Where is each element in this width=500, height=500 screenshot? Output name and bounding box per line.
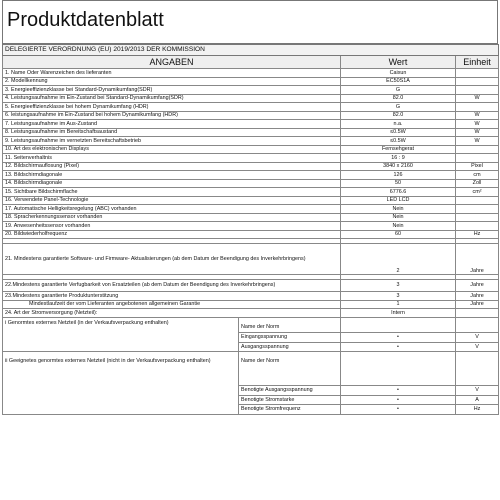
row-support-label: 23.Mindestens garantierte Produktunterstitzung	[3, 292, 341, 301]
row-value: 82.0	[341, 111, 456, 120]
table-row	[3, 188, 499, 197]
row-value: 16 : 9	[341, 154, 456, 163]
table-row	[3, 162, 499, 171]
row-power-supply-value: Intern	[341, 309, 456, 318]
psu-included-output-value: •	[341, 342, 456, 352]
row-unit: W	[456, 120, 499, 129]
psu-included-output-label: Ausgangsspannung	[239, 342, 341, 352]
row-value: G	[341, 103, 456, 112]
row-value: EC50S1A	[341, 77, 456, 86]
row-label: 9. Leistungsaufnahme im vernetzten Bereitschaftsbetrieb	[3, 137, 341, 146]
row-value: Caixun	[341, 69, 456, 78]
psu-included-input-unit: V	[456, 333, 499, 343]
table-row	[3, 94, 499, 103]
row-power-supply-unit	[456, 309, 499, 318]
psu-suitable-frequency-label: Benotigte Stromfrequenz	[239, 405, 341, 415]
psu-included-input-value: •	[341, 333, 456, 343]
row-label: 6. leistungsaufnahme im Ein-Zustand bei hohem Dynamikumfang (HDR)	[3, 111, 341, 120]
table-row	[3, 86, 499, 95]
row-unit: W	[456, 94, 499, 103]
psu-suitable-current-label: Benotigte Stromstarke	[239, 395, 341, 405]
table-row	[3, 111, 499, 120]
row-label: 8. Leistungsaufnahme im Bereitschaftsaustand	[3, 128, 341, 137]
psu-suitable-frequency-value: •	[341, 405, 456, 415]
header-wert: Wert	[341, 56, 456, 69]
row-support-value: 3	[341, 292, 456, 301]
row-label: 2. Modellkennung	[3, 77, 341, 86]
row-label: 5. Energieeffizienzklasse bei hohem Dynamikumfang (HDR)	[3, 103, 341, 112]
row-value: ≤0.5W	[341, 128, 456, 137]
row-value: Nein	[341, 205, 456, 214]
row-label: 19. Anwesenheitssensor vorhanden	[3, 222, 341, 231]
row-software-updates-value: 2	[341, 244, 456, 275]
row-label: 7. Leistungsaufnahme im Aus-Zustand	[3, 120, 341, 129]
table-row	[3, 205, 499, 214]
row-value: 3840 x 2160	[341, 162, 456, 171]
row-value: Fernsehgerat	[341, 145, 456, 154]
table-row	[3, 154, 499, 163]
row-unit	[456, 77, 499, 86]
product-data-sheet	[2, 0, 498, 498]
row-label: 16. Verwendete Panel-Technologie	[3, 196, 341, 205]
row-label: 13. Bildschirmdiagonale	[3, 171, 341, 180]
row-unit: W	[456, 128, 499, 137]
table-row	[3, 230, 499, 239]
regulation-heading: DELEGIERTE VERORDNUNG (EU) 2019/2013 DER KOMMISSION	[3, 45, 499, 56]
table-row	[3, 77, 499, 86]
row-spare-parts-value: 3	[341, 280, 456, 292]
row-label: 15. Sichtbare Bildschirmflache	[3, 188, 341, 197]
data-table	[2, 44, 499, 415]
row-label: 12. Bildschirmauflosung (Pixel)	[3, 162, 341, 171]
psu-included-output-unit: V	[456, 342, 499, 352]
row-warranty-label: Mindestlaufzeit der vom Lieferanten angebotenen allgemeinen Garantie	[3, 300, 341, 309]
table-row	[3, 171, 499, 180]
table-row	[3, 145, 499, 154]
table-row	[3, 69, 499, 78]
row-unit	[456, 69, 499, 78]
row-label: 11. Seitenverhaltnis	[3, 154, 341, 163]
table-row	[3, 120, 499, 129]
psu-suitable-current-value: •	[341, 395, 456, 405]
row-label: 4. Leistungsaufnahme im Ein-Zustand bei Standard-Dynamikumfang(SDR)	[3, 94, 341, 103]
psu-suitable-voltage-label: Benotigte Ausgangsspannung	[239, 386, 341, 396]
row-warranty-unit: Jahre	[456, 300, 499, 309]
row-unit	[456, 205, 499, 214]
psu-suitable-frequency-unit: Hz	[456, 405, 499, 415]
row-unit: cm	[456, 171, 499, 180]
row-label: 17. Automatische Helligkeitsregelung (ABC) vorhanden	[3, 205, 341, 214]
table-row	[3, 137, 499, 146]
row-unit: Zoll	[456, 179, 499, 188]
row-unit	[456, 196, 499, 205]
psu-included-input-label: Eingangsspannung	[239, 333, 341, 343]
psu-included-norm-label: Name der Norm	[239, 317, 341, 333]
row-software-updates-label: 21. Mindestens garantierte Software- und Firmware- Aktualisierungen (ab dem Datum der Beendigung des Inverkehrbringens)	[3, 244, 341, 275]
page-title: Produktdatenblatt	[2, 0, 498, 44]
row-unit: Hz	[456, 230, 499, 239]
row-label: 18. Spracherkennungssensor vorhanden	[3, 213, 341, 222]
table-row	[3, 179, 499, 188]
row-value: 50	[341, 179, 456, 188]
row-unit: W	[456, 137, 499, 146]
table-row	[3, 103, 499, 112]
table-row	[3, 213, 499, 222]
row-value: Nein	[341, 213, 456, 222]
row-label: 20. Bildwiederholfrequenz	[3, 230, 341, 239]
psu-suitable-voltage-value: •	[341, 386, 456, 396]
table-row	[3, 222, 499, 231]
row-unit	[456, 154, 499, 163]
row-unit: Pixel	[456, 162, 499, 171]
row-software-updates-unit: Jahre	[456, 244, 499, 275]
row-power-supply-label: 24. Art der Stromversorgung (Netzteil):	[3, 309, 341, 318]
psu-suitable-norm-label: Name der Norm	[239, 352, 341, 386]
row-warranty-value: 1	[341, 300, 456, 309]
row-support-unit: Jahre	[456, 292, 499, 301]
psu-suitable-label: ii Geeignetes genormtes externes Netzteil (nicht in der Verkaufsverpackung enthalten)	[3, 352, 239, 415]
row-value: 6776.6	[341, 188, 456, 197]
row-unit	[456, 145, 499, 154]
row-value: Nein	[341, 222, 456, 231]
row-value: 126	[341, 171, 456, 180]
psu-suitable-voltage-unit: V	[456, 386, 499, 396]
row-value: 82.0	[341, 94, 456, 103]
row-unit	[456, 86, 499, 95]
row-unit: cm²	[456, 188, 499, 197]
psu-suitable-current-unit: A	[456, 395, 499, 405]
row-unit	[456, 103, 499, 112]
row-value: 60	[341, 230, 456, 239]
row-unit	[456, 222, 499, 231]
row-label: 3. Energieeffizienzklasse bei Standard-Dynamikumfang(SDR)	[3, 86, 341, 95]
table-row	[3, 196, 499, 205]
row-value: LED LCD	[341, 196, 456, 205]
row-value: G	[341, 86, 456, 95]
row-value: n.a.	[341, 120, 456, 129]
row-label: 14. Bildschirmdiagonale	[3, 179, 341, 188]
psu-included-label: i Genormtes externes Netzteil (in der Verkaufsverpackung enthalten)	[3, 317, 239, 352]
table-row	[3, 128, 499, 137]
row-value: ≤0.5W	[341, 137, 456, 146]
row-spare-parts-unit: Jahre	[456, 280, 499, 292]
row-label: 1. Name Oder Warenzeichen des lieferanten	[3, 69, 341, 78]
row-label: 10. Art des elektronischen Displays	[3, 145, 341, 154]
header-angaben: ANGABEN	[3, 56, 341, 69]
header-einheit: Einheit	[456, 56, 499, 69]
row-spare-parts-label: 22.Mindestens garantierte Verfugbarkeit von Ersatzteilen (ab dem Datum der Beendigung des Inverkehrbringens)	[3, 280, 341, 292]
row-unit: W	[456, 111, 499, 120]
row-unit	[456, 213, 499, 222]
